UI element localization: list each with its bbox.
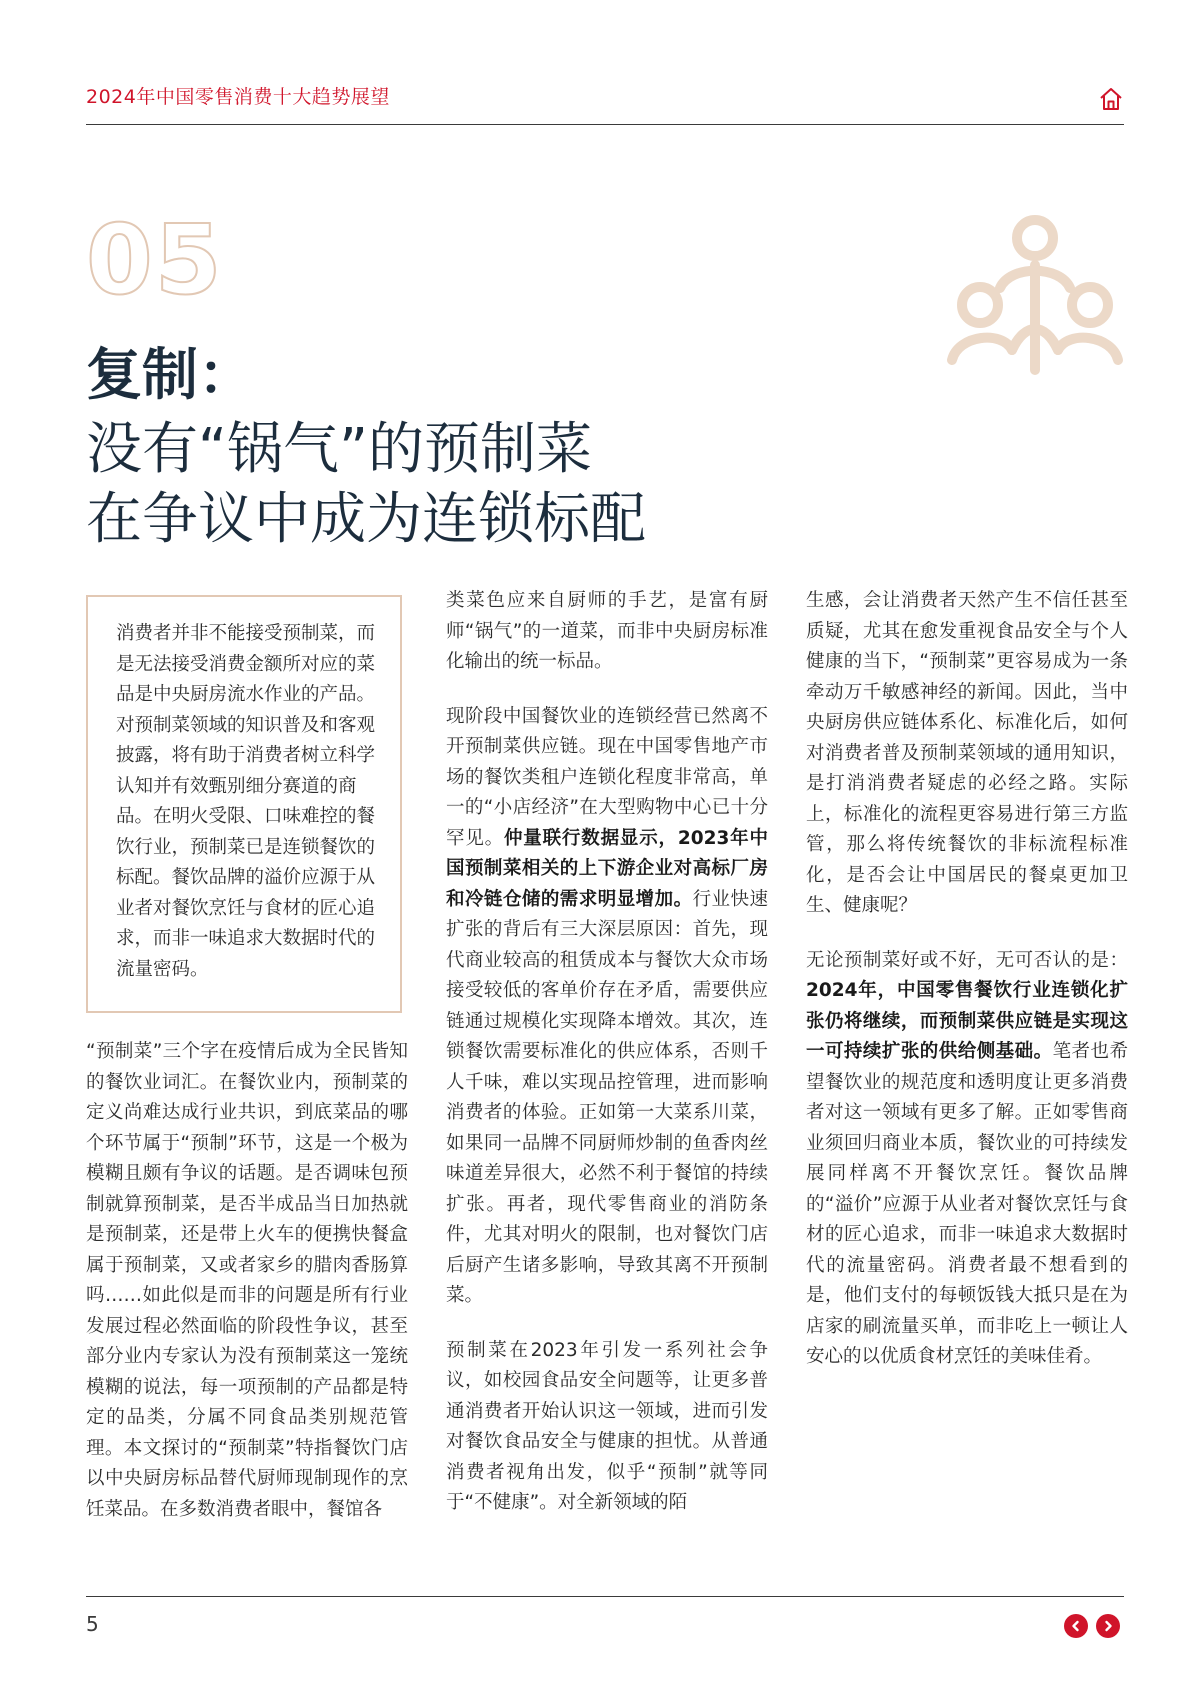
paragraph <box>806 946 1128 1373</box>
emphasis-text: 2024年，中国零售餐饮行业连锁化扩张仍将继续，而预制菜供应链是实现这一可持续扩张的供给侧基础。 <box>806 980 1128 1062</box>
body-column-3 <box>806 586 1128 1397</box>
section-subtitle <box>86 415 646 555</box>
next-page-button[interactable] <box>1096 1614 1120 1638</box>
section-title: 复制： <box>86 343 254 408</box>
paragraph: “预制菜”三个字在疫情后成为全民皆知的餐饮业词汇。在餐饮业内，预制菜的定义尚难达成行业共识，到底菜品的哪个环节属于“预制”环节，这是一个极为模糊且颇有争议的话题。是否调味包预制就算预制菜，是否半成品当日加热就是预制菜，还是带上火车的便携快餐盒属于预制菜，又或者家乡的腊肉香肠算吗……如此似是而非的问题是所有行业发展过程必然面临的阶段性争议，甚至部分业内专家认为没有预制菜这一笼统模糊的说法，每一项预制的产品都是特定的品类，分属不同食品类别规范管理。本文探讨的“预制菜”特指餐饮门店以中央厨房标品替代厨师现制现作的烹饪菜品。在多数消费者眼中，餐馆各 <box>86 1041 408 1520</box>
key-insight-text: 消费者并非不能接受预制菜，而是无法接受消费金额所对应的菜品是中央厨房流水作业的产品。对预制菜领域的知识普及和客观披露，将有助于消费者树立科学认知并有效甄别细分赛道的商品。在明火受限、口味难控的餐饮行业，预制菜已是连锁餐饮的标配。餐饮品牌的溢价应源于从业者对餐饮烹饪与食材的匠心追求，而非一味追求大数据时代的流量密码。 <box>116 623 376 980</box>
chevron-right-icon <box>1102 1620 1114 1632</box>
page-number: 5 <box>86 1612 99 1636</box>
body-column-1 <box>86 1037 408 1549</box>
chevron-left-icon <box>1070 1620 1082 1632</box>
paragraph: 预制菜在2023年引发一系列社会争议，如校园食品安全问题等，让更多普通消费者开始认识这一领域，进而引发对餐饮食品安全与健康的担忧。从普通消费者视角出发，似乎“预制”就等同于“不健康”。对全新领域的陌 <box>446 1339 768 1513</box>
paragraph-text: 行业快速扩张的背后有三大深层原因：首先，现代商业较高的租赁成本与餐饮大众市场接受较低的客单价存在矛盾，需要供应链通过规模化实现降本增效。其次，连锁餐饮需要标准化的供应体系，否则千人千味，难以实现品控管理，进而影响消费者的体验。正如第一大菜系川菜，如果同一品牌不同厨师炒制的鱼香肉丝味道差异很大，必然不利于餐馆的持续扩张。再者，现代零售商业的消防条件，尤其对明火的限制，也对餐饮门店后厨产生诸多影响，导致其离不开预制菜。 <box>446 888 768 1306</box>
key-insight-box <box>86 595 402 1013</box>
people-cluster-icon <box>940 210 1130 390</box>
home-icon <box>1098 86 1124 112</box>
section-number: 05 <box>86 204 224 316</box>
subtitle-line-2: 在争议中成为连锁标配 <box>86 487 646 552</box>
paragraph-text: 现阶段中国餐饮业的连锁经营已然离不开预制菜供应链。现在中国零售地产市场的餐饮类租户连锁化程度非常高，单一的“小店经济”在大型购物中心已十分罕见。 <box>446 705 768 849</box>
subtitle-line-1: 没有“锅气”的预制菜 <box>86 417 593 482</box>
footer-divider <box>86 1596 1124 1597</box>
paragraph: 生感，会让消费者天然产生不信任甚至质疑，尤其在愈发重视食品安全与个人健康的当下，“预制菜”更容易成为一条牵动万千敏感神经的新闻。因此，当中央厨房供应链体系化、标准化后，如何对消费者普及预制菜领域的通用知识，是打消消费者疑虑的必经之路。实际上，标准化的流程更容易进行第三方监管，那么将传统餐饮的非标流程标准化，是否会让中国居民的餐桌更加卫生、健康呢？ <box>806 590 1128 916</box>
emphasis-text: 仲量联行数据显示，2023年中国预制菜相关的上下游企业对高标厂房和冷链仓储的需求明显增加。 <box>446 827 768 910</box>
paragraph-text: 笔者也希望餐饮业的规范度和透明度让更多消费者对这一领域有更多了解。正如零售商业须回归商业本质，餐饮业的可持续发展同样离不开餐饮烹饪。餐饮品牌的“溢价”应源于从业者对餐饮烹饪与食材的匠心追求，而非一味追求大数据时代的流量密码。消费者最不想看到的是，他们支付的每顿饭钱大抵只是在为店家的刷流量买单，而非吃上一顿让人安心的以优质食材烹饪的美味佳肴。 <box>806 1041 1128 1367</box>
paragraph <box>446 702 768 1312</box>
previous-page-button[interactable] <box>1064 1614 1088 1638</box>
home-button[interactable] <box>1098 86 1124 112</box>
header-divider <box>86 124 1124 125</box>
body-column-2 <box>446 586 768 1543</box>
paragraph: 类菜色应来自厨师的手艺，是富有厨师“锅气”的一道菜，而非中央厨房标准化输出的统一标品。 <box>446 590 768 672</box>
paragraph-text: 无论预制菜好或不好，无可否认的是： <box>806 949 1128 971</box>
document-header-title: 2024年中国零售消费十大趋势展望 <box>86 86 390 108</box>
